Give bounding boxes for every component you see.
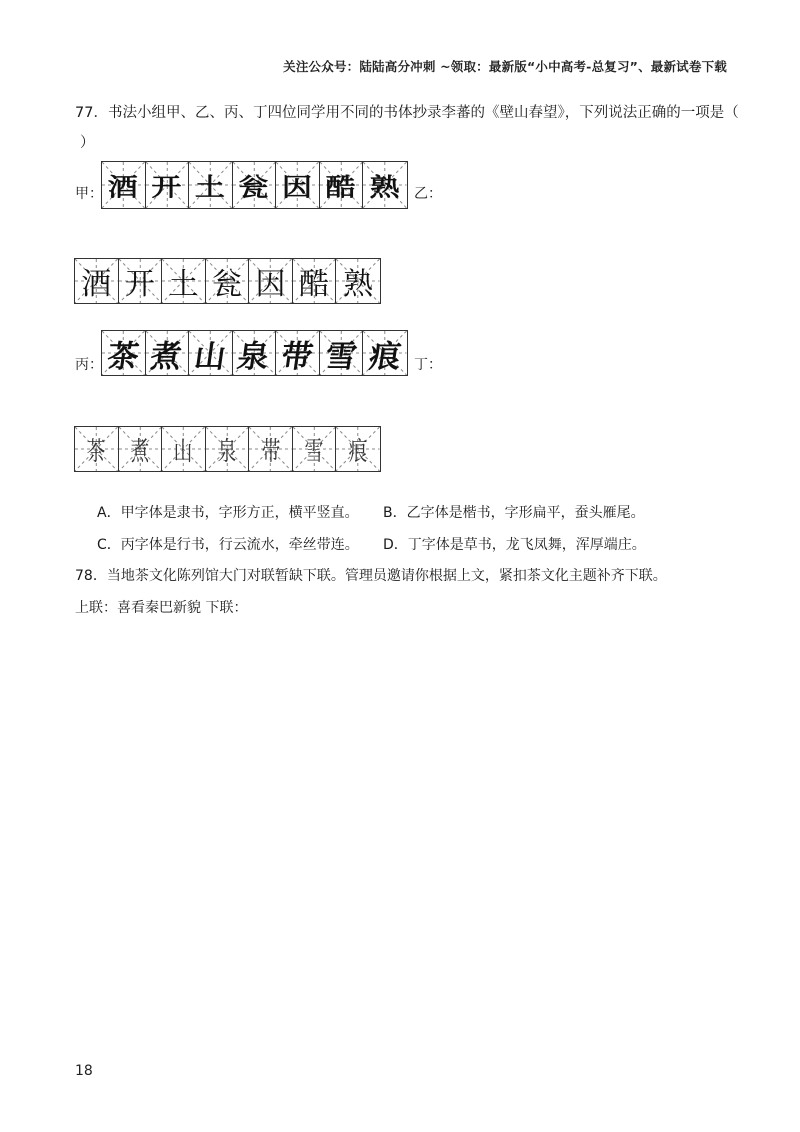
grid-cell xyxy=(119,427,163,471)
calligraphy-character: 因 xyxy=(255,267,286,302)
grid-cell xyxy=(249,427,293,471)
calligraphy-character: 茶 xyxy=(104,338,141,375)
calligraphy-character: 痕 xyxy=(348,436,368,467)
calligraphy-character: 酒 xyxy=(81,267,112,302)
grid-cell xyxy=(102,331,146,375)
question-78-couplet: 上联：喜看秦巴新貌 下联： xyxy=(75,600,248,616)
calligraphy-character: 山 xyxy=(174,436,193,467)
grid-cell xyxy=(162,259,206,303)
calligraphy-grid-bing xyxy=(101,330,408,376)
calligraphy-character: 土 xyxy=(168,267,199,302)
grid-cell xyxy=(189,162,233,208)
calligraphy-character: 带 xyxy=(279,338,316,375)
page-header-promo: 关注公众号：陆陆高分冲刺 ~领取：最新版“小中高考-总复习”、最新试卷下载 xyxy=(283,59,727,74)
grid-cell xyxy=(162,427,206,471)
grid-cell xyxy=(276,162,320,208)
calligraphy-character: 开 xyxy=(124,267,155,302)
calligraphy-character: 泉 xyxy=(235,338,272,375)
option-b: B．乙字体是楷书，字形扁平，蚕头雁尾。 xyxy=(383,505,645,521)
page-number: 18 xyxy=(75,1063,93,1079)
label-yi: 乙： xyxy=(414,186,442,202)
label-ding: 丁： xyxy=(414,357,442,373)
calligraphy-character: 酷 xyxy=(299,267,330,302)
calligraphy-character: 煮 xyxy=(130,436,150,467)
calligraphy-character: 山 xyxy=(191,338,228,375)
question-77-stem-line1: 77．书法小组甲、乙、丙、丁四位同学用不同的书体抄录李蕃的《壁山春望》，下列说法正确的一项是（ xyxy=(75,105,739,121)
grid-cell xyxy=(189,331,233,375)
calligraphy-character: 开 xyxy=(151,173,183,203)
question-77-stem-line2: ） xyxy=(80,135,95,151)
grid-cell xyxy=(363,331,407,375)
calligraphy-grid-ding xyxy=(74,426,381,472)
calligraphy-character: 泉 xyxy=(217,436,237,467)
grid-cell xyxy=(249,259,293,303)
grid-cell xyxy=(320,331,364,375)
grid-cell xyxy=(75,427,119,471)
grid-cell xyxy=(336,427,380,471)
grid-cell xyxy=(146,162,190,208)
grid-cell xyxy=(363,162,407,208)
option-d: D．丁字体是草书，龙飞凤舞，浑厚端庄。 xyxy=(383,537,646,553)
grid-cell xyxy=(75,259,119,303)
grid-cell xyxy=(233,162,277,208)
grid-cell xyxy=(102,162,146,208)
grid-cell xyxy=(146,331,190,375)
calligraphy-character: 瓮 xyxy=(238,173,270,203)
grid-cell xyxy=(119,259,163,303)
grid-cell xyxy=(293,427,337,471)
calligraphy-character: 酒 xyxy=(107,173,139,203)
grid-cell xyxy=(320,162,364,208)
grid-cell xyxy=(206,259,250,303)
calligraphy-grid-yi xyxy=(74,258,381,304)
calligraphy-character: 酷 xyxy=(325,173,357,203)
option-a: A．甲字体是隶书，字形方正，横平竖直。 xyxy=(97,505,359,521)
calligraphy-character: 雪 xyxy=(304,436,324,467)
calligraphy-grid-jia xyxy=(101,161,408,209)
grid-cell xyxy=(206,427,250,471)
grid-cell xyxy=(336,259,380,303)
label-bing: 丙： xyxy=(75,357,103,373)
calligraphy-character: 瓮 xyxy=(211,267,242,302)
grid-cell xyxy=(293,259,337,303)
grid-cell xyxy=(276,331,320,375)
question-78-stem: 78．当地茶文化陈列馆大门对联暂缺下联。管理员邀请你根据上文，紧扣茶文化主题补齐下联。 xyxy=(75,568,667,584)
grid-cell xyxy=(233,331,277,375)
calligraphy-character: 土 xyxy=(194,173,226,203)
calligraphy-character: 茶 xyxy=(86,436,106,467)
calligraphy-character: 带 xyxy=(261,436,280,467)
calligraphy-character: 雪 xyxy=(322,338,359,375)
calligraphy-character: 因 xyxy=(282,173,314,203)
calligraphy-character: 煮 xyxy=(148,338,185,375)
label-jia: 甲： xyxy=(75,186,103,202)
calligraphy-character: 熟 xyxy=(343,267,374,302)
option-c: C．丙字体是行书，行云流水，牵丝带连。 xyxy=(97,537,359,553)
calligraphy-character: 熟 xyxy=(369,173,401,203)
calligraphy-character: 痕 xyxy=(366,338,403,375)
